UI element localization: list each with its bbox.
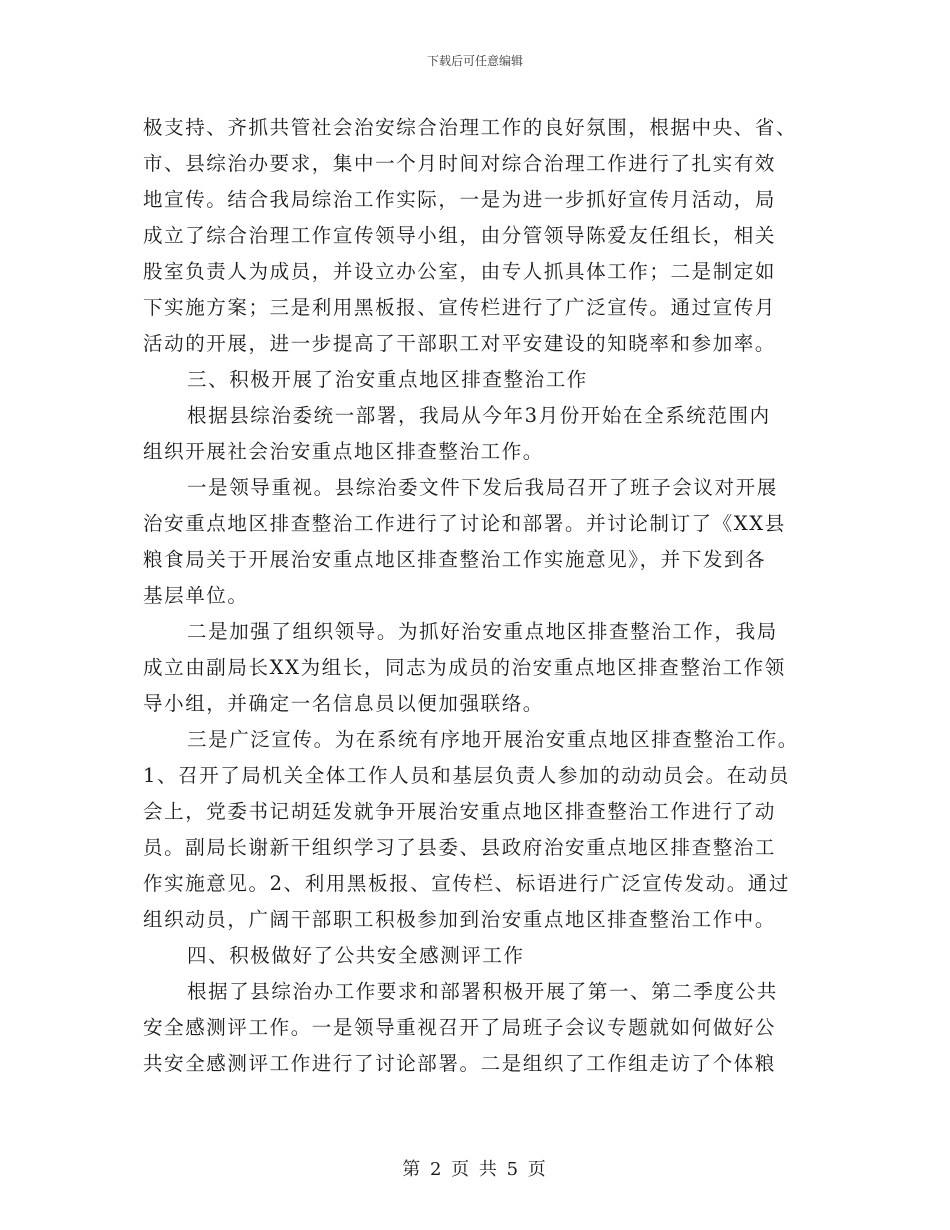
document-body [143,110,813,1082]
section-heading: 四、积极做好了公共安全感测评工作 [187,944,525,967]
text-line: 一是领导重视。县综治委文件下发后我局召开了班子会议对开展 [187,476,778,499]
page-number: 第 2 页 共 5 页 [402,1159,548,1180]
text-line: 基层单位。 [143,584,249,607]
text-line: 根据县综治委统一部署，我局从今年3月份开始在全系统范围内 [187,404,771,427]
text-line: 根据了县综治办工作要求和部署积极开展了第一、第二季度公共 [187,980,778,1003]
text-line: 治安重点地区排查整治工作进行了讨论和部署。并讨论制订了《XX县 [143,512,786,535]
text-line: 二是加强了组织领导。为抓好治安重点地区排查整治工作，我局 [187,620,778,643]
text-line: 活动的开展，进一步提高了干部职工对平安建设的知晓率和参加率。 [143,332,777,355]
text-line: 下实施方案；三是利用黑板报、宣传栏进行了广泛宣传。通过宣传月 [143,296,777,319]
text-line: 1、召开了局机关全体工作人员和基层负责人参加的动动员会。在动员 [143,764,791,787]
text-line: 组织动员，广阔干部职工积极参加到治安重点地区排查整治工作中。 [143,908,777,931]
text-line: 员。副局长谢新干组织学习了县委、县政府治安重点地区排查整治工 [143,836,777,859]
text-line: 会上，党委书记胡廷发就争开展治安重点地区排查整治工作进行了动 [143,800,777,823]
text-line: 市、县综治办要求，集中一个月时间对综合治理工作进行了扎实有效 [143,152,777,175]
text-line: 地宣传。结合我局综治工作实际，一是为进一步抓好宣传月活动，局 [143,188,777,211]
page-header: 下载后可任意编辑 [426,54,523,68]
text-line: 组织开展社会治安重点地区排查整治工作。 [143,440,544,463]
text-line: 成立由副局长XX为组长，同志为成员的治安重点地区排查整治工作领 [143,656,786,679]
text-line: 安全感测评工作。一是领导重视召开了局班子会议专题就如何做好公 [143,1016,777,1039]
text-line: 成立了综合治理工作宣传领导小组，由分管领导陈爱友任组长，相关 [143,224,777,247]
section-heading: 三、积极开展了治安重点地区排查整治工作 [187,368,588,391]
text-line: 作实施意见。2、利用黑板报、宣传栏、标语进行广泛宣传发动。通过 [143,872,791,895]
text-line: 极支持、齐抓共管社会治安综合治理工作的良好氛围，根据中央、省、 [143,116,798,139]
text-line: 共安全感测评工作进行了讨论部署。二是组织了工作组走访了个体粮 [143,1052,777,1075]
text-line: 股室负责人为成员，并设立办公室，由专人抓具体工作；二是制定如 [143,260,777,283]
text-line: 导小组，并确定一名信息员以便加强联络。 [143,692,544,715]
text-line: 粮食局关于开展治安重点地区排查整治工作实施意见》，并下发到各 [143,548,767,571]
text-line: 三是广泛宣传。为在系统有序地开展治安重点地区排查整治工作。 [187,728,799,751]
